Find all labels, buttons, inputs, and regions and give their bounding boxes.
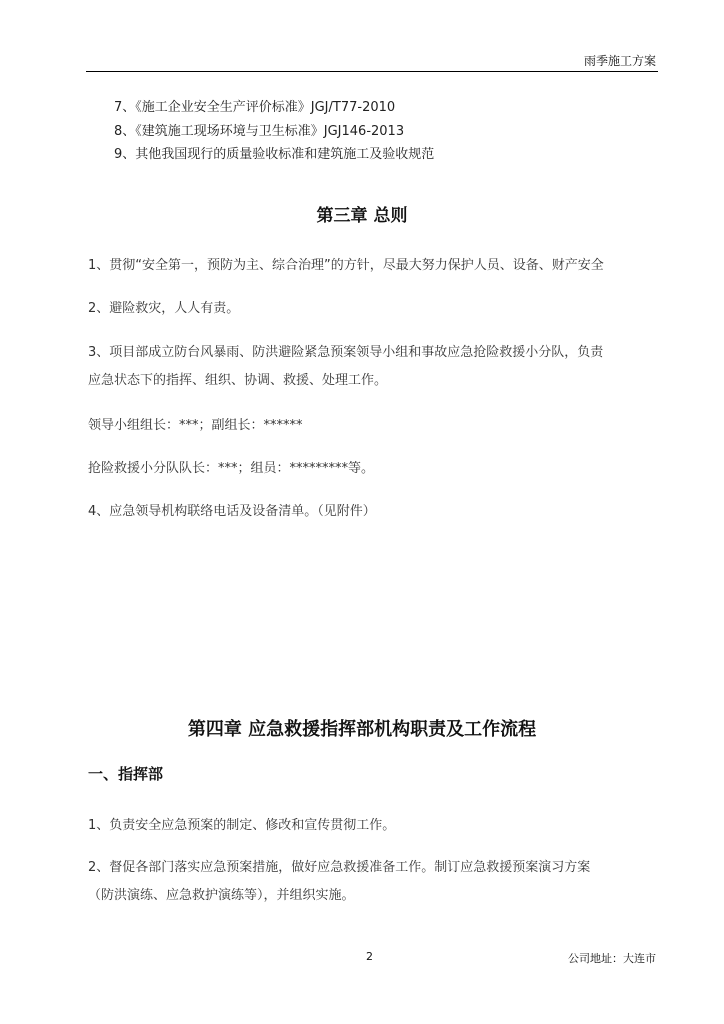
section-heading: 一、指挥部 (88, 765, 164, 783)
paragraph: 1、负责安全应急预案的制定、修改和宣传贯彻工作。 (88, 818, 396, 833)
reference-item: 8、《建筑施工现场环境与卫生标准》JGJ146-2013 (114, 124, 405, 139)
chapter4-title: 第四章 应急救援指挥部机构职责及工作流程 (187, 719, 537, 740)
header-title: 雨季施工方案 (583, 54, 656, 68)
chapter3-title: 第三章 总则 (316, 206, 408, 226)
paragraph: 2、督促各部门落实应急预案措施，做好应急救援准备工作。制订应急救援预案演习方案 (88, 860, 591, 875)
paragraph: 应急状态下的指挥、组织、协调、救援、处理工作。 (88, 373, 388, 388)
paragraph: 1、贯彻“安全第一，预防为主、综合治理”的方针，尽最大努力保护人员、设备、财产安全 (88, 258, 604, 273)
paragraph: （防洪演练、应急救护演练等），并组织实施。 (88, 888, 355, 903)
paragraph: 2、避险救灾，人人有责。 (88, 301, 240, 316)
paragraph: 抢险救援小分队队长：***；组员：*********等。 (88, 461, 375, 476)
reference-item: 7、《施工企业安全生产评价标准》JGJ/T77-2010 (114, 100, 396, 115)
page-number: 2 (366, 950, 373, 963)
paragraph: 4、应急领导机构联络电话及设备清单。（见附件） (88, 504, 376, 519)
reference-item: 9、其他我国现行的质量验收标准和建筑施工及验收规范 (114, 147, 435, 162)
header-divider (86, 71, 658, 72)
footer-address: 公司地址：大连市 (568, 952, 656, 965)
paragraph: 领导小组组长：***；副组长：****** (88, 418, 303, 433)
paragraph: 3、项目部成立防台风暴雨、防洪避险紧急预案领导小组和事故应急抢险救援小分队，负责 (88, 345, 604, 360)
